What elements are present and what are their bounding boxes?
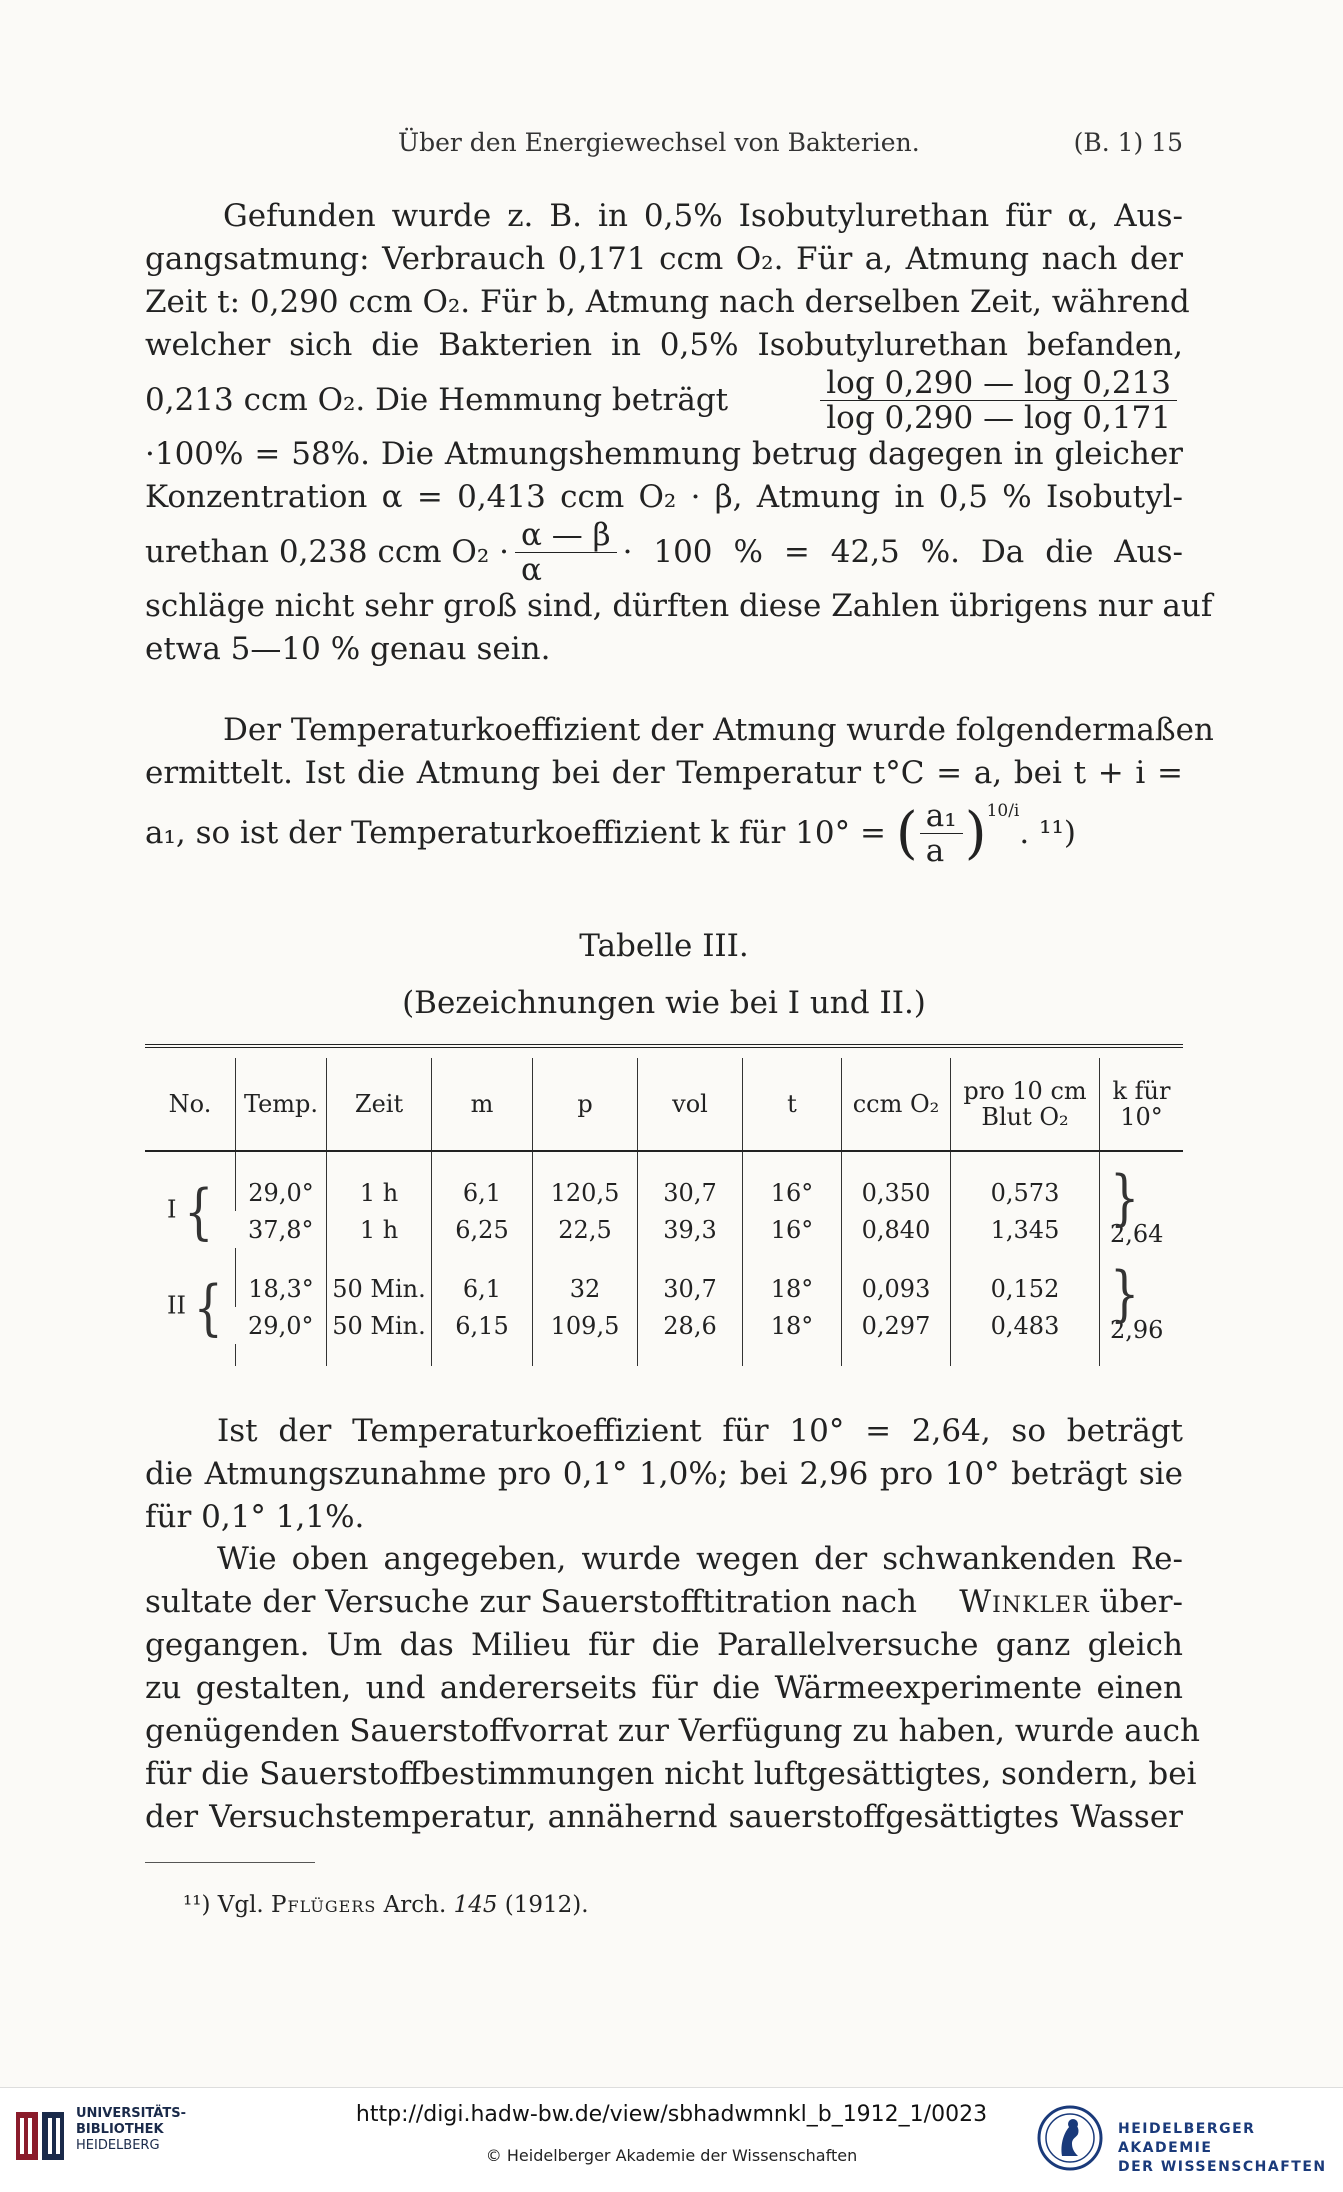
text-fragment: 0,213 ccm O₂. Die Hemmung beträgt — [145, 381, 729, 418]
text-line: schläge nicht sehr groß sind, dürften diese Zahlen übrigens nur auf — [145, 588, 1213, 624]
library-name-line: UNIVERSITÄTS- — [76, 2106, 186, 2121]
cell-ccm: 0,350 — [842, 1174, 951, 1211]
header-title: Über den Energiewechsel von Bakterien. — [398, 128, 920, 157]
text-fragment: über- — [1099, 1584, 1183, 1620]
cell-temp: 29,0° — [248, 1311, 314, 1340]
exponent: 10/i — [986, 800, 1020, 821]
cell-zeit: 50 Min. — [327, 1270, 432, 1307]
fraction-denominator: a — [925, 832, 945, 869]
table-row — [145, 1270, 1183, 1307]
cell-m: 6,25 — [432, 1211, 533, 1248]
library-name-line: BIBLIOTHEK — [76, 2122, 164, 2137]
footnote-ref: . ¹¹) — [1019, 814, 1077, 851]
equation-line — [145, 516, 1183, 588]
a-fraction — [920, 799, 963, 868]
cell-pro-10cm: 1,345 — [951, 1211, 1100, 1248]
author-name: Winkler — [959, 1584, 1090, 1620]
footer-bar — [0, 2087, 1343, 2192]
academy-name-line: HEIDELBERGER AKADEMIE — [1118, 2121, 1256, 2156]
footnote-volume: 145 — [453, 1892, 498, 1918]
cell-m: 6,15 — [432, 1307, 533, 1344]
text-line: der Versuchstemperatur, annähernd sauerstoffgesättigtes Wasser — [145, 1799, 1183, 1835]
group-label: II — [167, 1291, 186, 1320]
header-vol: vol — [638, 1058, 743, 1151]
cell-m: 6,1 — [432, 1174, 533, 1211]
cell-p: 109,5 — [533, 1307, 638, 1344]
library-name-line: HEIDELBERG — [76, 2138, 160, 2153]
footnote-year: (1912). — [504, 1892, 589, 1918]
group-label-cell — [145, 1270, 236, 1344]
paragraph-1 — [145, 195, 1213, 671]
text-line: gegangen. Um das Milieu für die Parallelversuche ganz gleich — [145, 1627, 1183, 1663]
text-fragment: sultate der Versuche zur Sauerstofftitration nach — [145, 1584, 917, 1620]
text-line: zu gestalten, und andererseits für die Wärmeexperimente einen — [145, 1670, 1183, 1706]
fraction-numerator: a₁ — [920, 799, 963, 834]
cell-zeit: 1 h — [327, 1174, 432, 1211]
header-zeit: Zeit — [327, 1058, 432, 1151]
header-page-number: (B. 1) 15 — [1073, 128, 1183, 157]
text-line: gangsatmung: Verbrauch 0,171 ccm O₂. Für a, Atmung nach der — [145, 241, 1183, 277]
cell-pro-10cm: 0,483 — [951, 1307, 1100, 1344]
text-line: Zeit t: 0,290 ccm O₂. Für b, Atmung nach derselben Zeit, während — [145, 284, 1190, 320]
footnote-author: Pflügers — [271, 1892, 377, 1918]
cell-m: 6,1 — [432, 1270, 533, 1307]
cell-ccm: 0,297 — [842, 1307, 951, 1344]
equation-line — [145, 364, 1183, 436]
text-line: die Atmungszunahme pro 0,1° 1,0%; bei 2,96 pro 10° beträgt sie — [145, 1456, 1183, 1492]
cell-t: 18° — [743, 1270, 842, 1307]
footnote-marker: ¹¹) — [183, 1892, 211, 1918]
text-line: für die Sauerstoffbestimmungen nicht luftgesättigtes, sondern, bei — [145, 1756, 1197, 1792]
cell-vol: 30,7 — [638, 1174, 743, 1211]
running-header — [145, 128, 1183, 162]
footnote-text: Arch. — [383, 1892, 447, 1918]
fraction-denominator: α — [520, 551, 542, 588]
paragraph-2 — [145, 709, 1214, 871]
text-line: genügenden Sauerstoffvorrat zur Verfügung zu haben, wurde auch — [145, 1713, 1200, 1749]
table-header-row — [145, 1058, 1183, 1151]
cell-pro-10cm: 0,152 — [951, 1270, 1100, 1307]
header-ccm: ccm O₂ — [842, 1058, 951, 1151]
fraction-numerator: α — β — [515, 518, 617, 553]
group-label: I — [167, 1195, 177, 1224]
cell-t: 18° — [743, 1307, 842, 1344]
footnote — [183, 1892, 589, 1918]
text-line: Der Temperaturkoeffizient der Atmung wurde folgendermaßen — [223, 712, 1214, 748]
fraction-denominator: log 0,290 — log 0,171 — [826, 399, 1171, 436]
cell-temp: 29,0° — [236, 1174, 327, 1211]
table-subtitle: (Bezeichnungen wie bei I und II.) — [402, 985, 926, 1021]
cell-vol: 39,3 — [638, 1211, 743, 1248]
header-k: k für 10° — [1100, 1058, 1184, 1151]
text-line: für 0,1° 1,1%. — [145, 1499, 365, 1535]
right-brace: } — [1110, 1161, 1140, 1233]
left-brace: { — [184, 1175, 214, 1247]
cell-t: 16° — [743, 1211, 842, 1248]
cell-p: 22,5 — [533, 1211, 638, 1248]
header-pro-10cm: pro 10 cm Blut O₂ — [951, 1058, 1100, 1151]
cell-p: 32 — [533, 1270, 638, 1307]
header-m: m — [432, 1058, 533, 1151]
table-row — [145, 1174, 1183, 1211]
k-value: 2,64 — [1110, 1220, 1164, 1248]
cell-temp: 18,3° — [236, 1270, 327, 1307]
k-value: 2,96 — [1110, 1316, 1164, 1344]
cell-ccm: 0,093 — [842, 1270, 951, 1307]
text-line: welcher sich die Bakterien in 0,5% Isobutylurethan befanden, — [145, 327, 1183, 363]
right-brace: } — [1110, 1257, 1140, 1329]
log-fraction — [820, 366, 1177, 435]
text-line: Wie oben angegeben, wurde wegen der schwankenden Re- — [217, 1541, 1183, 1577]
copyright-notice: © Heidelberger Akademie der Wissenschaften — [485, 2146, 858, 2165]
data-table — [145, 1044, 1183, 1366]
academy-name-line: DER WISSENSCHAFTEN — [1118, 2159, 1327, 2175]
fraction-numerator: log 0,290 — log 0,213 — [820, 366, 1177, 401]
footnote-text: Vgl. — [217, 1892, 264, 1918]
academy-name — [1118, 2120, 1343, 2177]
text-fragment: a₁, so ist der Temperaturkoeffizient k für 10° = — [145, 814, 886, 851]
cell-vol: 30,7 — [638, 1270, 743, 1307]
header-p: p — [533, 1058, 638, 1151]
cell-vol: 28,6 — [638, 1307, 743, 1344]
table-title: Tabelle III. — [579, 928, 749, 964]
header-t: t — [743, 1058, 842, 1151]
right-paren: ) — [964, 800, 987, 866]
left-brace: { — [193, 1271, 223, 1343]
paragraph-3 — [145, 1410, 1183, 1539]
header-no: No. — [168, 1090, 212, 1118]
cell-pro-10cm: 0,573 — [951, 1174, 1100, 1211]
academy-seal-icon — [1036, 2098, 1104, 2178]
paragraph-4 — [145, 1538, 1200, 1839]
text-line — [145, 1581, 1183, 1624]
text-line: Konzentration α = 0,413 ccm O₂ · β, Atmung in 0,5 % Isobutyl- — [145, 479, 1183, 515]
k-cell — [1100, 1257, 1184, 1344]
header-temp: Temp. — [236, 1058, 327, 1151]
text-line: etwa 5—10 % genau sein. — [145, 631, 551, 667]
table-row — [145, 1307, 1183, 1344]
text-line: Gefunden wurde z. B. in 0,5% Isobutylurethan für α, Aus- — [223, 198, 1183, 234]
table-top-rule — [145, 1044, 1183, 1048]
cell-t: 16° — [743, 1174, 842, 1211]
left-paren: ( — [895, 800, 918, 866]
k-cell — [1100, 1161, 1184, 1248]
text-line: ·100% = 58%. Die Atmungshemmung betrug dagegen in gleicher — [145, 436, 1183, 472]
text-line: Ist der Temperaturkoeffizient für 10° = 2,64, so beträgt — [217, 1413, 1183, 1449]
footnote-rule — [145, 1862, 315, 1863]
text-line: ermittelt. Ist die Atmung bei der Temperatur t°C = a, bei t + i = — [145, 755, 1183, 791]
cell-zeit: 1 h — [327, 1211, 432, 1248]
table-row — [145, 1211, 1183, 1248]
group-label-cell — [145, 1174, 236, 1248]
source-url-link[interactable]: http://digi.hadw-bw.de/view/sbhadwmnkl_b_1912_1/0023 — [355, 2102, 988, 2127]
alpha-fraction — [515, 518, 617, 587]
text-fragment: · 100 % = 42,5 %. Da die Aus- — [622, 533, 1183, 570]
equation-line — [145, 795, 1183, 871]
cell-p: 120,5 — [533, 1174, 638, 1211]
cell-ccm: 0,840 — [842, 1211, 951, 1248]
cell-temp: 37,8° — [248, 1215, 314, 1244]
cell-zeit: 50 Min. — [327, 1307, 432, 1344]
text-fragment: urethan 0,238 ccm O₂ · — [145, 533, 509, 570]
